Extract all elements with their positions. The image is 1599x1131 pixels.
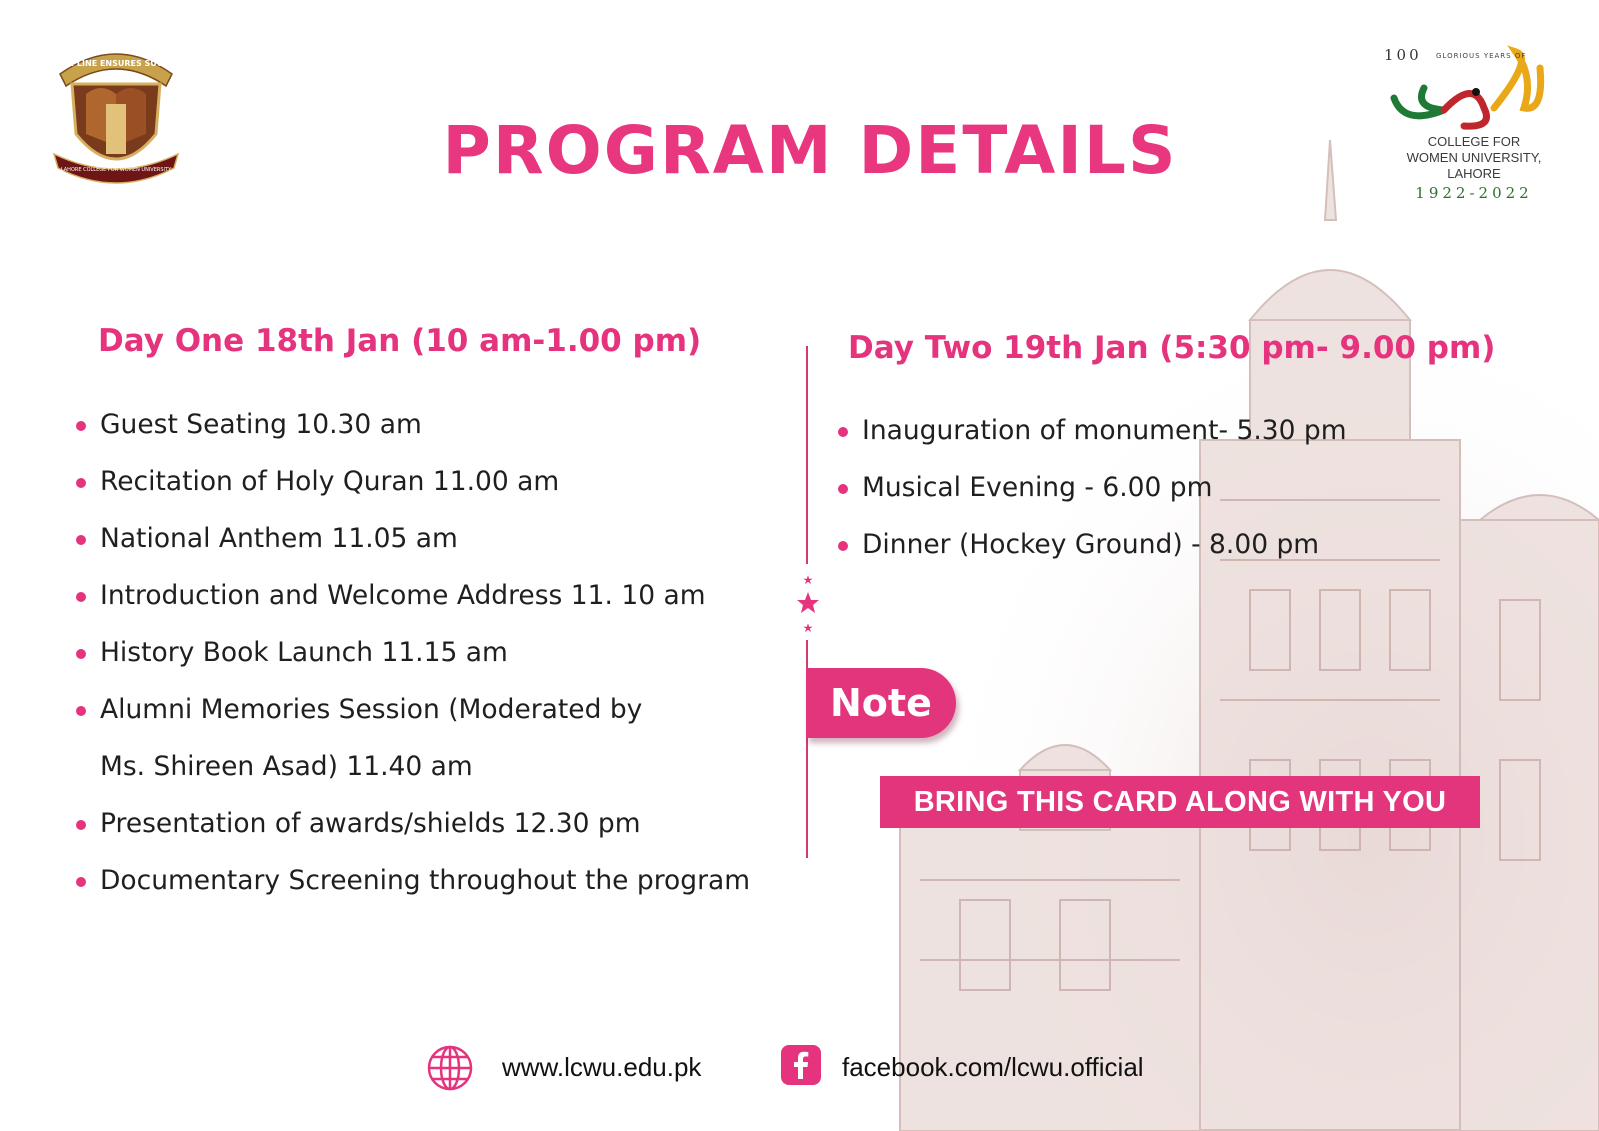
schedule-item-text: Guest Seating 10.30 am: [100, 409, 422, 440]
bullet-icon: [76, 421, 86, 431]
schedule-item: [76, 681, 750, 738]
schedule-item-text: Introduction and Welcome Address 11. 10 am: [100, 580, 706, 611]
bullet-icon: [76, 820, 86, 830]
centenary-dates: 1922-2022: [1415, 184, 1533, 202]
facebook-link[interactable]: [780, 1044, 1200, 1094]
bullet-icon: [76, 706, 86, 716]
schedule-item: [76, 567, 750, 624]
schedule-item: [838, 516, 1347, 573]
website-url: www.lcwu.edu.pk: [502, 1052, 702, 1082]
schedule-item-text: Documentary Screening throughout the program: [100, 865, 751, 896]
schedule-item: [76, 852, 750, 909]
schedule-item: [76, 624, 750, 681]
schedule-item: [76, 795, 750, 852]
star-ornament-icon: [796, 574, 820, 634]
schedule-item-text: National Anthem 11.05 am: [100, 523, 458, 554]
schedule-item: [76, 510, 750, 567]
centenary-subtitle: GLORIOUS YEARS OF: [1436, 52, 1527, 60]
bullet-icon: [76, 592, 86, 602]
schedule-item-text: Dinner (Hockey Ground) - 8.00 pm: [862, 529, 1320, 560]
schedule-item-text: Ms. Shireen Asad) 11.40 am: [100, 751, 473, 782]
schedule-item: [838, 402, 1347, 459]
schedule-item-continuation: [76, 738, 750, 795]
bullet-icon: [838, 427, 848, 437]
centenary-name-line1: COLLEGE FOR: [1427, 134, 1521, 149]
column-divider-top: [806, 346, 808, 564]
centenary-name: [1384, 134, 1564, 182]
schedule-item: [76, 453, 750, 510]
globe-icon: [426, 1044, 474, 1092]
bullet-icon: [76, 535, 86, 545]
centenary-name-line3: LAHORE: [1447, 166, 1501, 181]
note-banner: BRING THIS CARD ALONG WITH YOU: [880, 776, 1480, 828]
crest-ribbon: LAHORE COLLEGE FOR WOMEN UNIVERSITY: [60, 167, 172, 173]
schedule-item-text: History Book Launch 11.15 am: [100, 637, 508, 668]
facebook-icon: [780, 1044, 822, 1086]
bullet-icon: [838, 541, 848, 551]
website-link[interactable]: [426, 1044, 726, 1094]
crest-motto: DISCIPLINE ENSURES SUCCESS: [46, 59, 186, 68]
schedule-item: [838, 459, 1347, 516]
bullet-icon: [838, 484, 848, 494]
facebook-url: facebook.com/lcwu.official: [842, 1052, 1144, 1082]
day-two-schedule: [838, 402, 1347, 573]
page-title: PROGRAM DETAILS: [442, 112, 1178, 189]
day-one-heading: Day One 18th Jan (10 am-1.00 pm): [98, 323, 702, 359]
schedule-item-text: Alumni Memories Session (Moderated by: [100, 694, 643, 725]
schedule-item-text: Musical Evening - 6.00 pm: [862, 472, 1213, 503]
bullet-icon: [76, 877, 86, 887]
day-two-heading: Day Two 19th Jan (5:30 pm- 9.00 pm): [848, 330, 1496, 366]
bullet-icon: [76, 478, 86, 488]
schedule-item-text: Presentation of awards/shields 12.30 pm: [100, 808, 641, 839]
centenary-logo: [1384, 38, 1564, 208]
centenary-name-line2: WOMEN UNIVERSITY,: [1406, 150, 1542, 165]
schedule-item-text: Recitation of Holy Quran 11.00 am: [100, 466, 560, 497]
note-label: Note: [806, 668, 956, 738]
schedule-item-text: Inauguration of monument- 5.30 pm: [862, 415, 1347, 446]
university-crest-logo: [46, 34, 186, 194]
day-one-schedule: [76, 396, 750, 909]
centenary-years: 100: [1384, 46, 1422, 64]
bullet-icon: [76, 649, 86, 659]
schedule-item: [76, 396, 750, 453]
